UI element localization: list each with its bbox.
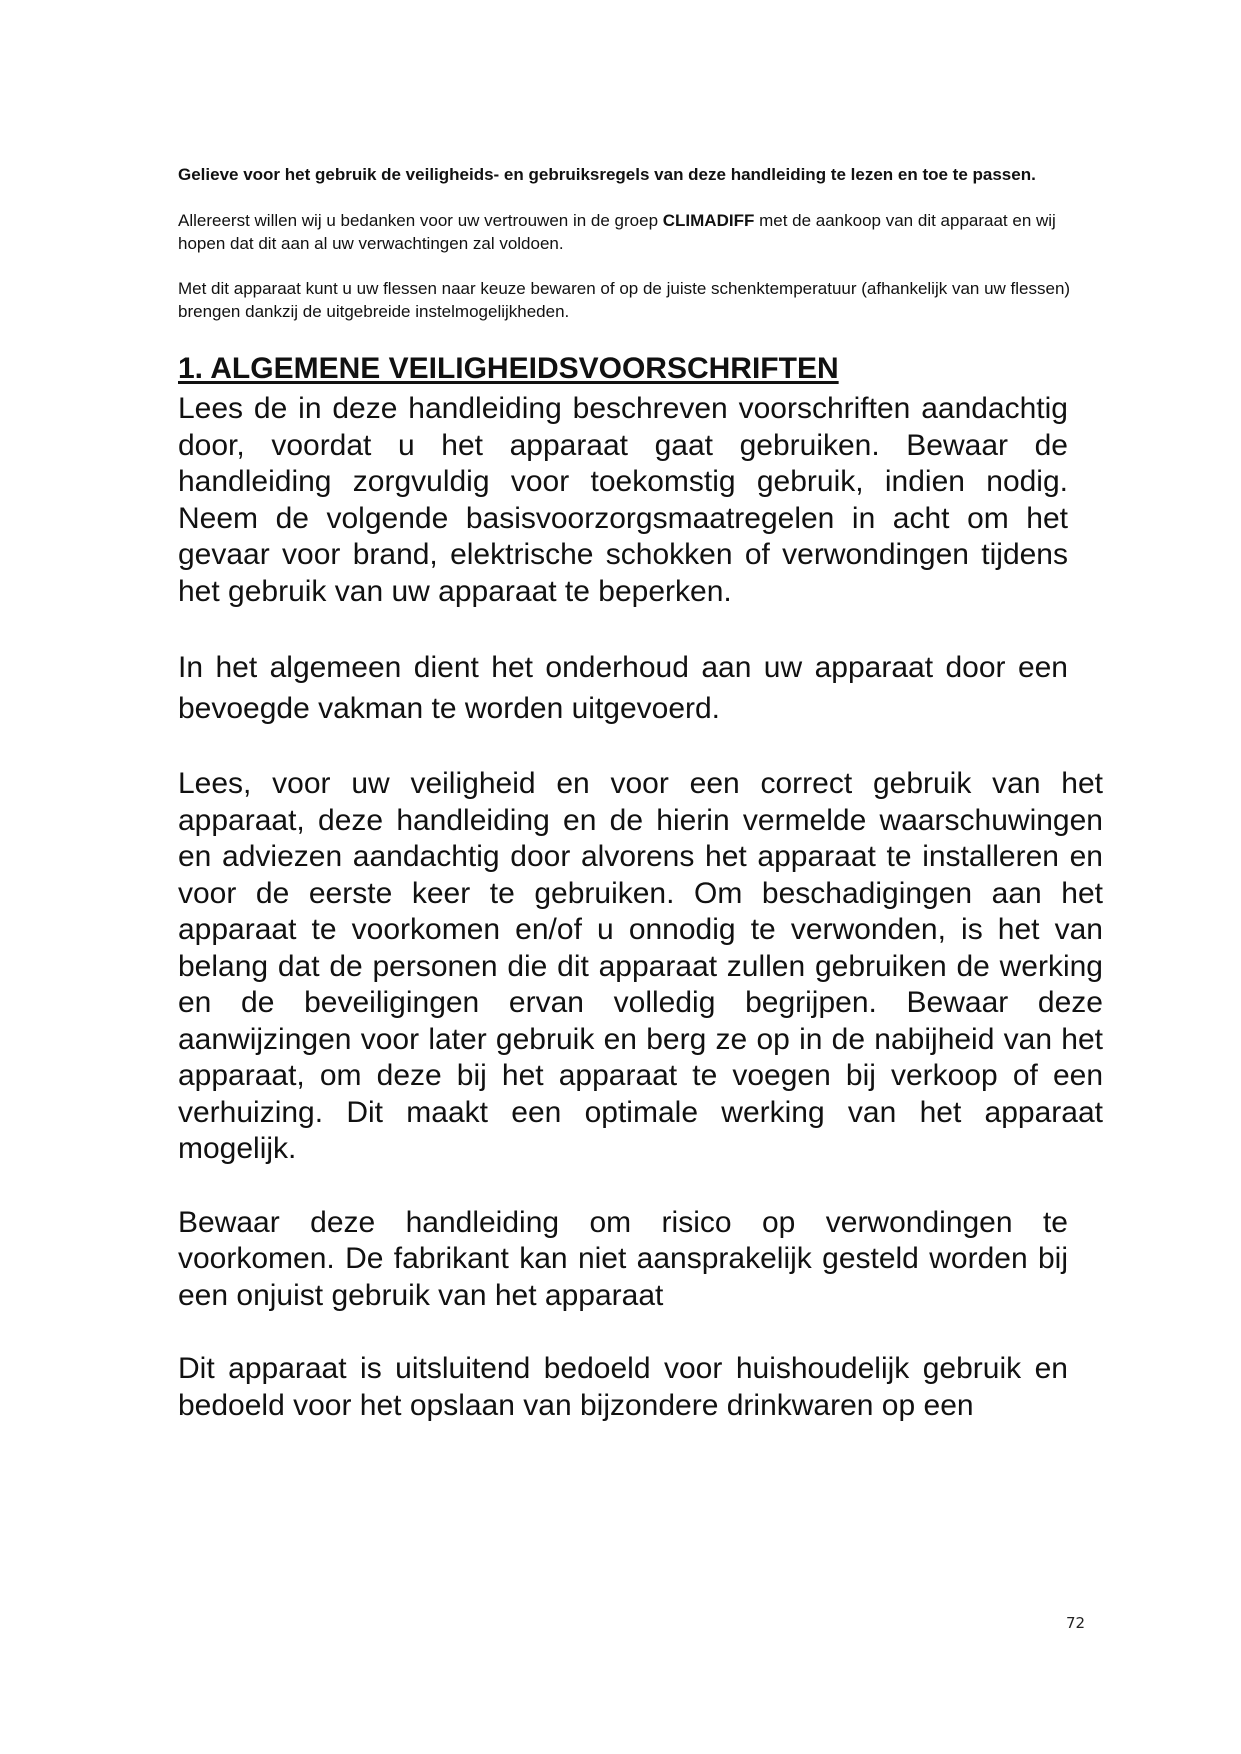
thanks-text-after: met de aankoop van dit apparaat en wij hopen dat dit aan al uw verwachtingen zal voldoen. [178, 211, 1056, 253]
intro-instruction: Gelieve voor het gebruik de veiligheids- en gebruiksregels van deze handleiding te lezen en toe te passen. [178, 165, 1036, 184]
page-number: 72 [1066, 1614, 1086, 1632]
safety-paragraph-2: In het algemeen dient het onderhoud aan uw apparaat door een bevoegde vakman te worden uitgevoerd. [178, 651, 1068, 725]
section-heading: 1. ALGEMENE VEILIGHEIDSVOORSCHRIFTEN [178, 352, 839, 385]
thanks-paragraph [178, 209, 1078, 255]
safety-paragraph-3: Lees, voor uw veiligheid en voor een correct gebruik van het apparaat, deze handleiding en de hierin vermelde waarschuwingen en adviezen aandachtig door alvorens het apparaat te installeren en voor de eerste keer te gebruiken. Om beschadigingen aan het apparaat te voorkomen en/of u onnodig te verwonden, is het van belang dat de personen die dit apparaat zullen gebruiken de werking en de beveiligingen ervan volledig begrijpen. Bewaar deze aanwijzingen voor later gebruik en berg ze op in de nabijheid van het apparaat, om deze bij het apparaat te voegen bij verkoop of een verhuizing. Dit maakt een optimale werking van het apparaat mogelijk. [178, 767, 1103, 1165]
safety-paragraph-5: Dit apparaat is uitsluitend bedoeld voor huishoudelijk gebruik en bedoeld voor het opslaan van bijzondere drinkwaren op een [178, 1352, 1068, 1422]
usage-paragraph: Met dit apparaat kunt u uw flessen naar keuze bewaren of op de juiste schenktemperatuur (afhankelijk van uw flessen) brengen dankzij de uitgebreide instelmogelijkheden. [178, 279, 1071, 321]
safety-paragraph-4: Bewaar deze handleiding om risico op verwondingen te voorkomen. De fabrikant kan niet aansprakelijk gesteld worden bij een onjuist gebruik van het apparaat [178, 1205, 1068, 1312]
brand-name: CLIMADIFF [662, 211, 755, 230]
thanks-text-before: Allereerst willen wij u bedanken voor uw vertrouwen in de groep [178, 211, 663, 230]
safety-paragraph-1: Lees de in deze handleiding beschreven voorschriften aandachtig door, voordat u het apparaat gaat gebruiken. Bewaar de handleiding zorgvuldig voor toekomstig gebruik, indien nodig. Neem de volgende basisvoorzorgsmaatregelen in acht om het gevaar voor brand, elektrische schokken of verwondingen tijdens het gebruik van uw apparaat te beperken. [178, 392, 1068, 608]
page-content [178, 160, 1103, 1461]
